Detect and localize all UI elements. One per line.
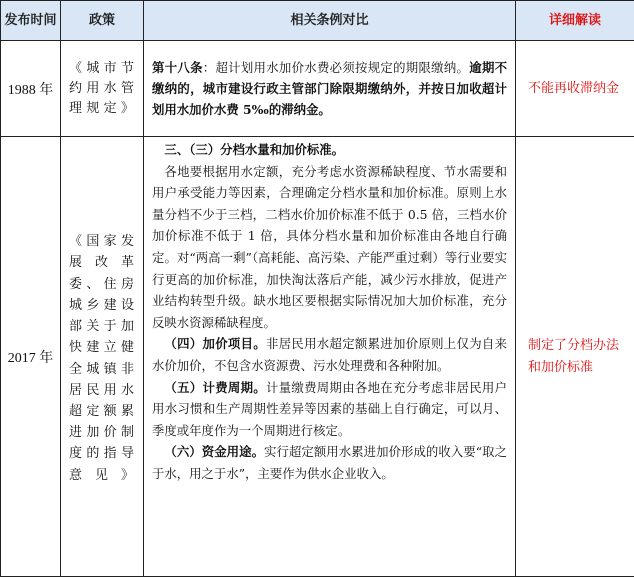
row-interpretation: 不能再收滞纳金 [516,41,634,137]
row-content [144,41,516,137]
article-number: 第十八条 [152,60,203,75]
row-year: 2017 年 [1,137,61,577]
section-title: （六）资金用途。 [164,444,264,459]
section-text: 各地要根据用水定额，充分考虑水资源稀缺程度、节水需要和用户承受能力等因素，合理确定分档水量和加价标准。原则上水量分档不少于三档，二档水价加价标准不低于 0.5 倍，三档水价加价标准不低于 1 倍，具体分档水量和加价标准由各地自行确定。对“两高一剩”（高耗能、高污染、产能严重过剩）等行业要实行更高的加价标准，加快淘汰落后产能，减少污水排放，促进产业结构转型升级。缺水地区要根据实际情况加大加价标准，充分反映水资源稀缺程度。 [152,161,507,334]
header-year: 发布时间 [1,1,61,41]
section-title: （四）加价项目。 [164,336,266,351]
table-row [1,137,634,577]
row-policy: 《国家发展改革委、住房城乡建设部关于加快建立健全城镇非居民用水超定额累进加价制度的指导意见》 [61,137,144,577]
row-interpretation: 制定了分档办法和加价标准 [516,137,634,577]
row-year: 1988 年 [1,41,61,137]
section-title: （五）计费周期。 [164,380,266,395]
row-content [144,137,516,577]
table-header-row [1,1,634,41]
section-text: 非居民用水超定额累进加价原则上仅为自来水价加价，不包含水资源费、污水处理费和各种附加。 [152,336,507,373]
section-text: 实行超定额用水累进加价形成的收入要“取之于水，用之于水”，主要作为供水企业收入。 [152,444,507,481]
header-interpretation: 详细解读 [516,1,634,41]
section-text: 计量缴费周期由各地在充分考虑非居民用户用水习惯和生产周期性差异等因素的基础上自行确定，可以月、季度或年度作为一个周期进行核定。 [152,380,507,438]
table-row [1,41,634,137]
article-text: ：超计划用水加价水费必须按规定的期限缴纳。 [203,60,469,75]
row-policy: 《城市节约用水管理规定》 [61,41,144,137]
header-policy: 政策 [61,1,144,41]
article-bold-text: 逾期不缴纳的，城市建设行政主管部门除限期缴纳外，并按日加收超计划用水加价水费 5‰的滞纳金。 [152,60,507,117]
header-compare: 相关条例对比 [144,1,516,41]
section-title: 三、（三）分档水量和加价标准。 [164,142,344,157]
